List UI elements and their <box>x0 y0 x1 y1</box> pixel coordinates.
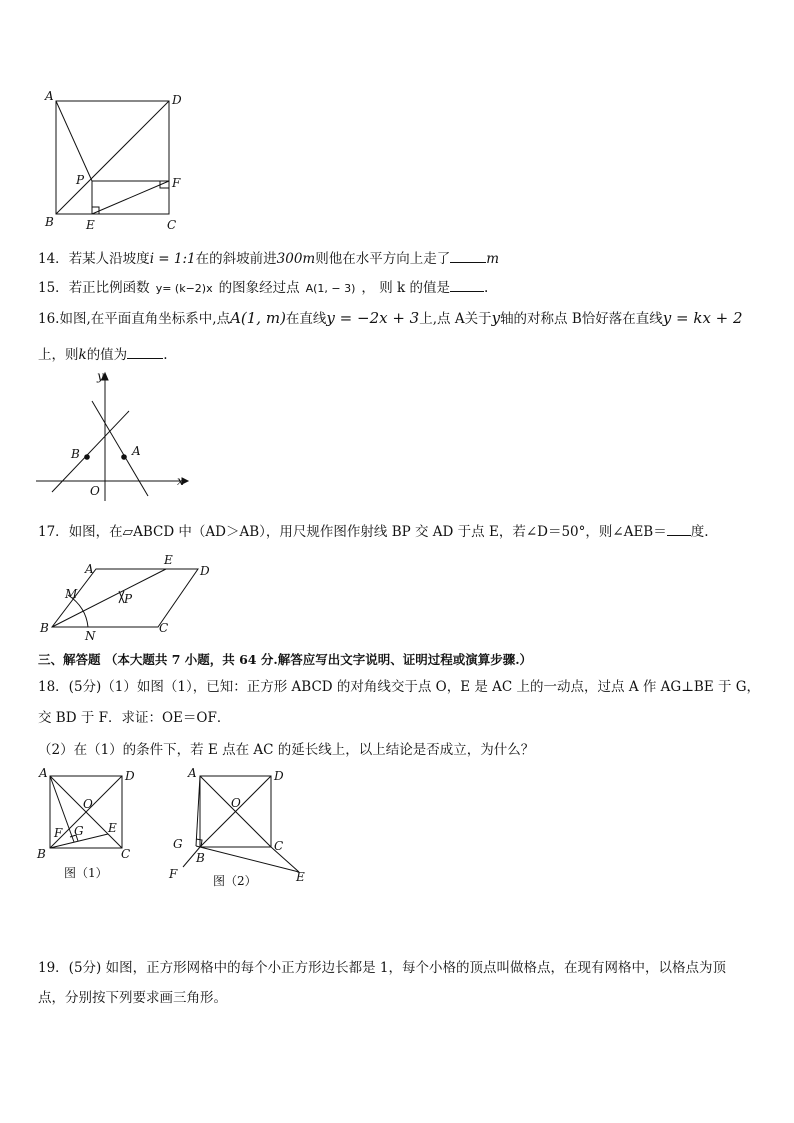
q15-number: 15． <box>38 280 69 296</box>
question-19-line-2: 点，分别按下列要求画三角形。 <box>38 990 227 1006</box>
q16-text-4: 轴的对称点 B恰好落在直线 <box>500 311 663 327</box>
q15-function: y= (k−2)x <box>155 282 213 295</box>
label-g: G <box>74 824 84 838</box>
question-16-line-1 <box>38 308 743 329</box>
q16-text-5: 上，则 <box>38 347 79 363</box>
label-o: O <box>231 796 241 810</box>
label-p: P <box>124 592 133 606</box>
q16-y-var: y <box>491 309 501 327</box>
label-f: F <box>54 826 63 840</box>
label-point-b: B <box>71 447 80 461</box>
label-e: E <box>164 553 173 567</box>
label-b: B <box>45 215 54 229</box>
label-p: P <box>76 173 85 187</box>
q15-text-3: ， 则 k 的值是 <box>361 280 450 296</box>
q16-line-2: y = kx + 2 <box>662 309 743 327</box>
q16-number: 16. <box>38 311 60 327</box>
q15-text-2: 的图象经过点 <box>218 280 300 296</box>
point-a <box>121 454 127 460</box>
q16-text-2: 在直线 <box>285 311 327 327</box>
q15-point: A(1, − 3) <box>305 282 356 295</box>
label-x-axis: x <box>177 474 184 488</box>
label-f: F <box>172 176 181 190</box>
section-3-header: 三、解答题 （本大题共 7 小题，共 64 分.解答应写出文字说明、证明过程或演算步骤.） <box>38 652 533 667</box>
figure-caption-1: 图（1） <box>64 866 108 880</box>
q15-end: . <box>483 280 489 296</box>
figure-coordinate-plane <box>34 368 194 503</box>
label-e: E <box>296 870 305 884</box>
label-point-a: A <box>132 444 141 458</box>
label-c: C <box>167 218 177 232</box>
label-a: A <box>85 562 94 576</box>
q16-text-3: 上,点 A关于 <box>419 311 492 327</box>
label-g: G <box>173 837 183 851</box>
q15-answer-blank[interactable] <box>450 277 484 292</box>
q17-number: 17． <box>38 524 69 540</box>
label-f: F <box>169 867 178 881</box>
figure-parallelogram <box>34 552 224 647</box>
figure-q18-1 <box>34 764 144 884</box>
q17-answer-blank[interactable] <box>667 521 691 536</box>
label-m: M <box>65 587 78 601</box>
label-c: C <box>159 621 169 635</box>
label-a: A <box>188 766 197 780</box>
q14-number: 14． <box>38 251 69 267</box>
figure-caption-2: 图（2） <box>213 874 257 888</box>
label-c: C <box>274 839 284 853</box>
label-d: D <box>274 769 284 783</box>
label-n: N <box>85 629 96 643</box>
q17-text: 如图，在▱ABCD 中（AD＞AB），用尺规作图作射线 BP 交 AD 于点 E，若∠D＝50°，则∠AEB＝ <box>68 524 667 540</box>
question-17 <box>38 521 709 542</box>
question-18-line-3: （2）在（1）的条件下，若 E 点在 AC 的延长线上，以上结论是否成立，为什么？ <box>38 742 535 758</box>
label-b: B <box>196 851 205 865</box>
label-e: E <box>108 821 117 835</box>
label-d: D <box>200 564 210 578</box>
question-19-line-1: 19．(5分) 如图，正方形网格中的每个小正方形边长都是 1，每个小格的顶点叫做格点，在现有网格中，以格点为顶 <box>38 960 726 976</box>
question-16-line-2 <box>38 344 167 365</box>
q15-text-1: 若正比例函数 <box>68 280 150 296</box>
point-b <box>84 454 90 460</box>
q14-answer-blank[interactable] <box>450 248 486 263</box>
q14-text-3: 则他在水平方向上走了 <box>315 251 451 267</box>
segment-ge <box>196 846 299 872</box>
q14-unit: m <box>486 251 500 267</box>
segment-ef <box>92 181 169 214</box>
segment-ap <box>56 101 92 181</box>
diagonal-bd <box>56 101 169 214</box>
label-o: O <box>83 797 93 811</box>
q14-distance: 300m <box>276 251 316 267</box>
label-a: A <box>45 89 54 103</box>
label-y-axis: y <box>97 369 104 383</box>
label-b: B <box>37 847 46 861</box>
label-d: D <box>125 769 135 783</box>
question-15 <box>38 277 488 299</box>
q14-slope-ratio: i = 1:1 <box>149 251 196 267</box>
question-14 <box>38 248 499 269</box>
q14-text-1: 若某人沿坡度 <box>68 251 150 267</box>
q14-text-2: 在的斜坡前进 <box>195 251 277 267</box>
q16-text-1: 如图,在平面直角坐标系中,点 <box>59 311 231 327</box>
q16-end: . <box>163 347 168 363</box>
label-c: C <box>121 847 131 861</box>
label-d: D <box>172 93 182 107</box>
figure-square-abcd <box>40 88 200 233</box>
q16-point: A(1, m) <box>230 309 286 327</box>
question-18-line-2: 交 BD 于 F．求证：OE＝OF． <box>38 710 231 726</box>
question-18-line-1: 18．(5分)（1）如图（1），已知：正方形 ABCD 的对角线交于点 O，E 是 AC 上的一动点，过点 A 作 AG⊥BE 于 G， <box>38 679 761 695</box>
figure-q18-2 <box>163 764 323 894</box>
q16-line-1: y = −2x + 3 <box>326 309 420 327</box>
q16-text-6: 的值为 <box>86 347 128 363</box>
label-e: E <box>86 218 95 232</box>
segment-ag <box>196 776 200 846</box>
q16-answer-blank[interactable] <box>127 344 163 359</box>
line-y-eq-kx-plus-2 <box>52 411 129 492</box>
q17-end: 度. <box>690 524 709 540</box>
label-origin: O <box>90 484 100 498</box>
label-a: A <box>39 766 48 780</box>
q16-k-var: k <box>78 347 87 363</box>
label-b: B <box>40 621 49 635</box>
